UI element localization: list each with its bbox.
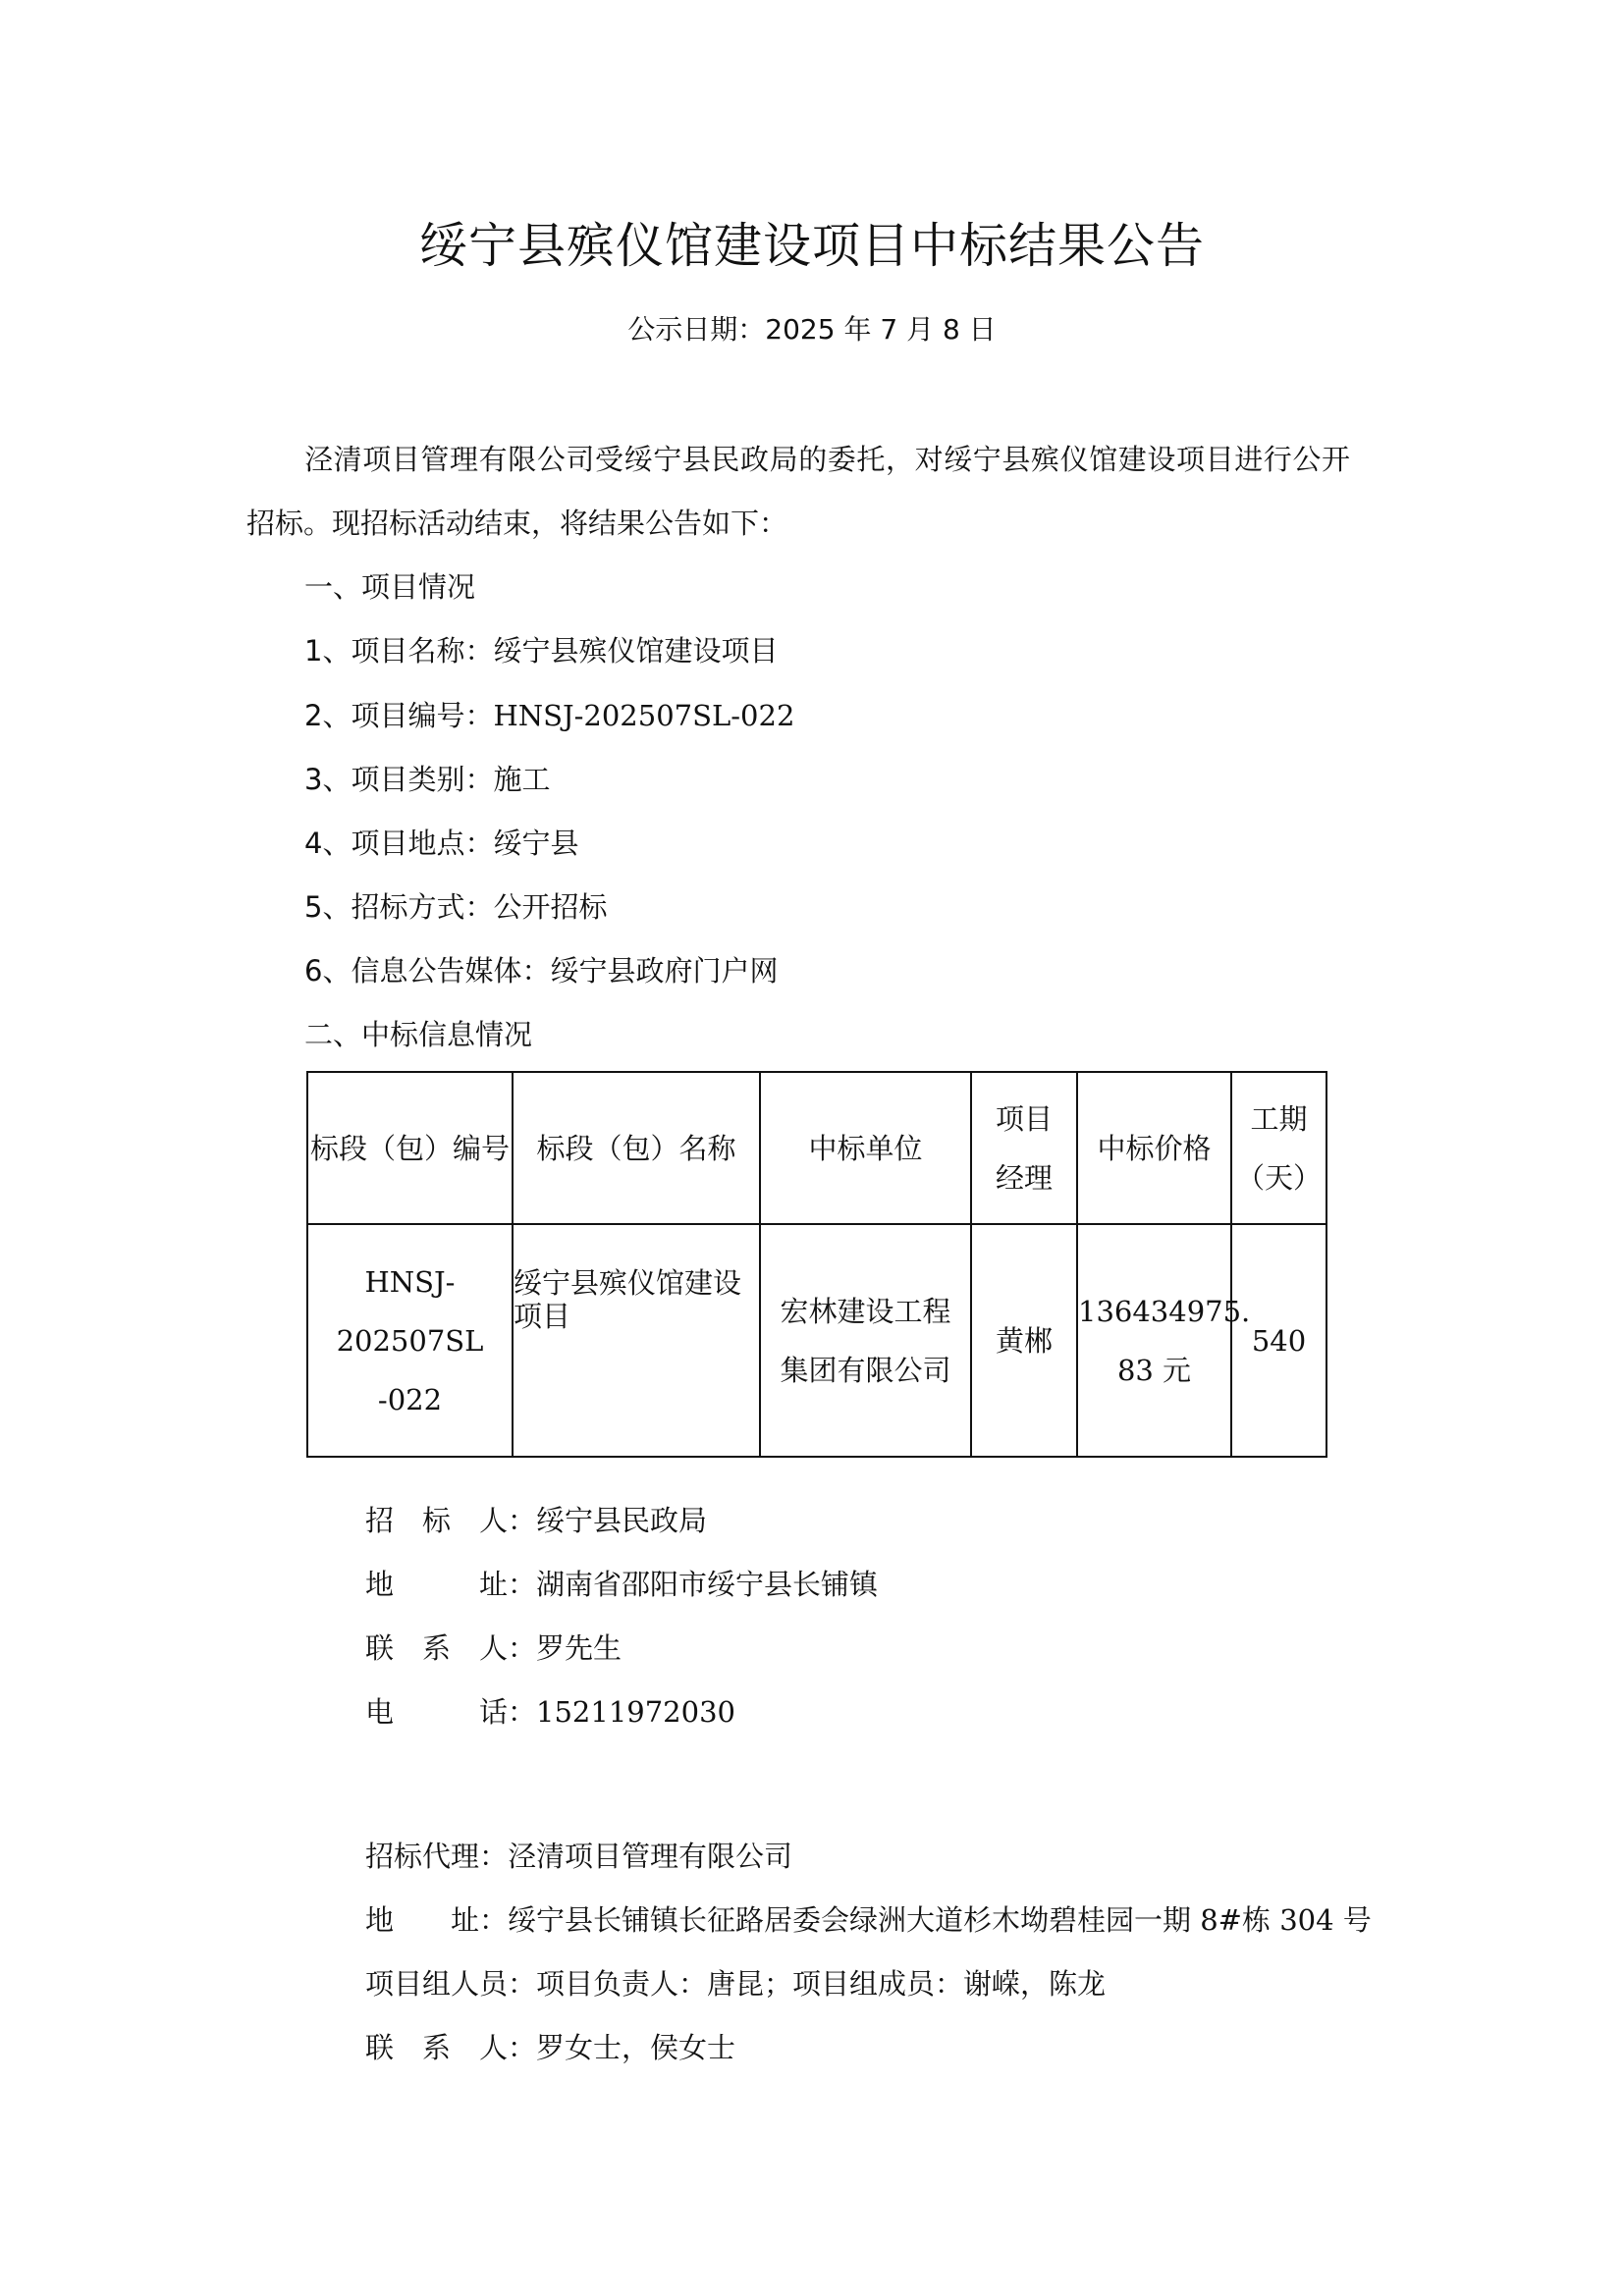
- agent-contact-line: [365, 2026, 735, 2066]
- cell-lot-number-line2: -022: [377, 1382, 443, 1416]
- tenderer-phone: 15211972030: [536, 1695, 735, 1729]
- agent-team-line: [365, 1962, 1106, 2002]
- agent-name-label: 招标代理：: [365, 1840, 509, 1873]
- tenderer-name-label: 招 标 人：: [365, 1504, 537, 1537]
- cell-lot-number-line1: HNSJ-202507SL: [336, 1264, 484, 1358]
- tenderer-address: 湖南省邵阳市绥宁县长铺镇: [536, 1568, 879, 1601]
- item-text: 、项目名称：绥宁县殡仪馆建设项目: [322, 634, 779, 667]
- header-project-manager: [971, 1072, 1077, 1224]
- project-item-media: [304, 949, 778, 989]
- project-item-category: [304, 758, 550, 798]
- section2-heading: 二、中标信息情况: [304, 1018, 533, 1051]
- agent-name: 泾清项目管理有限公司: [508, 1840, 793, 1873]
- agent-contact: 罗女士，侯女士: [536, 2031, 736, 2064]
- item-text: 、招标方式：公开招标: [322, 890, 608, 924]
- section1-heading: 一、项目情况: [304, 570, 476, 604]
- header-duration: [1231, 1072, 1326, 1224]
- project-item-location: [304, 822, 578, 862]
- agent-contact-label: 联 系 人：: [365, 2031, 537, 2064]
- intro-paragraph-line2: 招标。现招标活动结束，将结果公告如下：: [246, 507, 788, 540]
- item-number: 2: [304, 699, 323, 732]
- tenderer-phone-label: 电 话：: [365, 1695, 537, 1729]
- agent-address: 绥宁县长铺镇长征路居委会绿洲大道杉木坳碧桂园一期 8#栋 304 号: [508, 1903, 1372, 1937]
- publish-date: 公示日期：2025 年 7 月 8 日: [627, 313, 997, 346]
- header-lot-name: 标段（包）名称: [513, 1072, 760, 1224]
- tenderer-name-line: [365, 1499, 707, 1539]
- page-title: 绥宁县殡仪馆建设项目中标结果公告: [418, 218, 1205, 274]
- project-item-method: [304, 885, 607, 926]
- header-duration-line1: 工期: [1250, 1101, 1308, 1136]
- agent-team: 项目负责人：唐昆；项目组成员：谢嵘，陈龙: [536, 1967, 1107, 2001]
- header-duration-line2: （天）: [1235, 1160, 1322, 1195]
- project-item-code: [304, 694, 794, 734]
- tenderer-phone-line: [365, 1690, 735, 1731]
- header-project-manager-line2: 经理: [995, 1160, 1053, 1195]
- item-number: 4: [304, 827, 323, 860]
- item-text: 、项目地点：绥宁县: [322, 827, 579, 860]
- tenderer-address-line: [365, 1563, 878, 1603]
- cell-duration: 540: [1231, 1224, 1326, 1457]
- item-number: 1: [304, 634, 323, 667]
- cell-price-line1: 136434975.: [1078, 1294, 1251, 1328]
- bid-result-table: [306, 1071, 1327, 1458]
- agent-address-line: [365, 1898, 1372, 1939]
- header-price: 中标价格: [1077, 1072, 1231, 1224]
- header-lot-number: 标段（包）编号: [307, 1072, 513, 1224]
- tenderer-contact: 罗先生: [536, 1631, 623, 1665]
- intro-paragraph-line1: 泾清项目管理有限公司受绥宁县民政局的委托，对绥宁县殡仪馆建设项目进行公开: [304, 443, 1351, 476]
- tenderer-address-label: 地 址：: [365, 1568, 537, 1601]
- cell-winner-line2: 集团有限公司: [780, 1353, 951, 1387]
- header-project-manager-line1: 项目: [995, 1101, 1053, 1136]
- table-header-row: [307, 1072, 1326, 1224]
- project-item-name: [304, 629, 778, 669]
- agent-name-line: [365, 1835, 792, 1875]
- item-text: 、信息公告媒体：绥宁县政府门户网: [322, 954, 779, 988]
- cell-winner: [760, 1224, 971, 1457]
- cell-manager: 黄郴: [971, 1224, 1077, 1457]
- cell-lot-name-line2: 项目: [514, 1300, 571, 1333]
- tenderer-name: 绥宁县民政局: [536, 1504, 708, 1537]
- agent-address-label: 地 址：: [365, 1903, 509, 1937]
- cell-lot-name: [513, 1224, 760, 1457]
- cell-lot-name-line1: 绥宁县殡仪馆建设: [514, 1266, 742, 1300]
- table-row: [307, 1224, 1326, 1457]
- agent-team-label: 项目组人员：: [365, 1967, 537, 2001]
- item-text: 、项目编号：HNSJ-202507SL-022: [322, 699, 795, 732]
- cell-price-line2: 83 元: [1116, 1353, 1192, 1387]
- item-text: 、项目类别：施工: [322, 763, 551, 796]
- cell-price: [1077, 1224, 1251, 1457]
- tenderer-contact-label: 联 系 人：: [365, 1631, 537, 1665]
- cell-lot-number: [307, 1224, 513, 1457]
- item-number: 3: [304, 763, 323, 796]
- item-number: 6: [304, 954, 323, 988]
- tenderer-contact-line: [365, 1627, 622, 1667]
- header-winner: 中标单位: [760, 1072, 971, 1224]
- item-number: 5: [304, 890, 323, 924]
- cell-winner-line1: 宏林建设工程: [780, 1294, 951, 1328]
